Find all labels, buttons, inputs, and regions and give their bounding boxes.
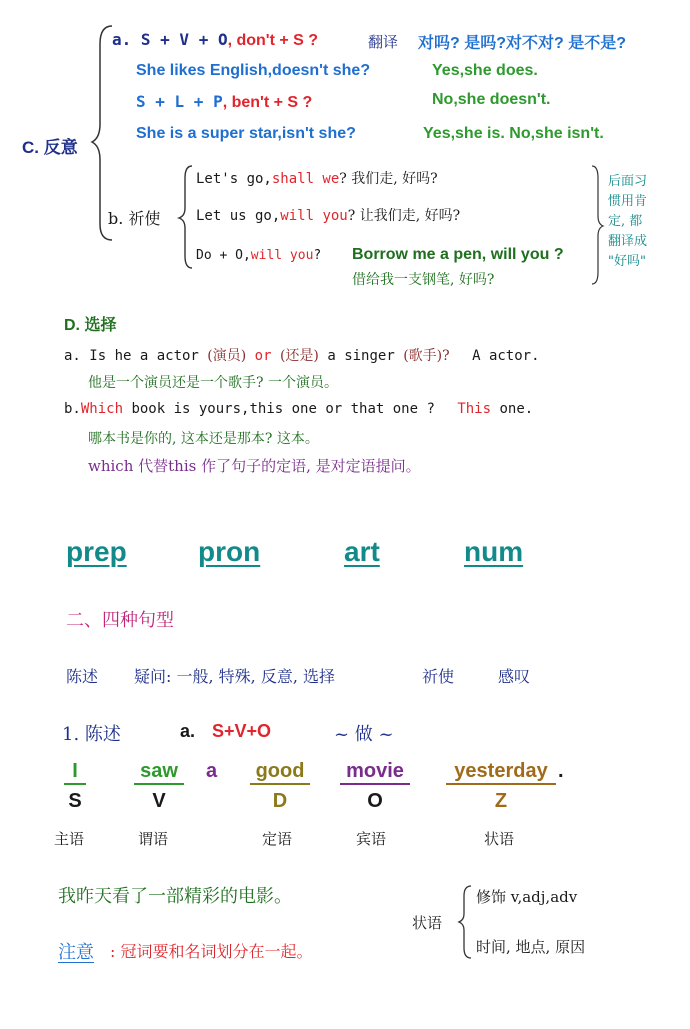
- c-answer-2: Yes,she is. No,she isn't.: [423, 125, 604, 142]
- d-b-3: book is yours,this one or that one ?: [131, 401, 435, 417]
- d-a-3: or: [254, 348, 272, 364]
- role-name-adverbial: 状语: [484, 830, 515, 848]
- c-b-line-3b: will you: [250, 248, 314, 263]
- role-name-predicate: 谓语: [138, 830, 169, 848]
- role-o: O: [367, 790, 383, 812]
- section-c-label: C. 反意: [22, 138, 78, 157]
- adverbial-label: 状语: [412, 914, 443, 932]
- c-b-line-1: [196, 168, 438, 188]
- c-a-formula-row: [112, 30, 318, 50]
- statement-title: 1. 陈述: [62, 724, 121, 745]
- d-a-4: (还是): [279, 348, 319, 364]
- side-note-line: 惯用肯: [608, 194, 648, 209]
- c-b-line-1a: Let's go,: [196, 171, 272, 187]
- d-b-translate: 哪本书是你的, 这本还是那本? 这本。: [88, 431, 319, 447]
- right-brace-note: [590, 164, 604, 288]
- sentence-type-4: 感叹: [498, 667, 531, 686]
- small-brace-b: [178, 164, 198, 274]
- adverbial-kinds: 时间, 地点, 原因: [476, 938, 586, 956]
- c-b-line-1c: ? 我们走, 好吗?: [339, 171, 438, 187]
- section-two-title: 二、四种句型: [66, 610, 174, 631]
- word-movie: movie: [340, 760, 410, 785]
- note-label: 注意: [58, 942, 94, 963]
- side-note-line: "好吗": [608, 254, 646, 269]
- c-example-2: She is a super star,isn't she?: [136, 125, 356, 142]
- d-a-2: (演员): [207, 348, 247, 364]
- role-name-subject: 主语: [54, 830, 85, 848]
- c-a-formula-1-tail: , don't + S ?: [227, 32, 319, 49]
- statement-meaning: ~ 做 ~: [334, 724, 394, 745]
- side-note-line: 后面习: [608, 174, 648, 189]
- d-b-note: which 代替this 作了句子的定语, 是对定语提问。: [88, 457, 421, 475]
- d-a-5: a singer: [327, 348, 395, 364]
- c-a-formula-1: a. S + V + O: [112, 30, 228, 49]
- word-i: I: [64, 760, 86, 785]
- sentence-type-2: 疑问: 一般, 特殊, 反意, 选择: [134, 667, 335, 686]
- side-note-line: 翻译成: [608, 234, 648, 249]
- c-b-line-3-translate: 借给我一支钢笔, 好吗?: [352, 272, 495, 288]
- c-a-formula-2-tail: , ben't + S ?: [222, 94, 313, 111]
- statement-formula-prefix: a.: [180, 721, 196, 741]
- word-yesterday: yesterday: [446, 760, 556, 785]
- side-note: [608, 172, 647, 272]
- word-saw: saw: [134, 760, 184, 785]
- adverbial-modifies: 修饰 v,adj,adv: [476, 888, 578, 906]
- c-b-line-3c: ?: [313, 248, 322, 263]
- word-period: .: [558, 760, 564, 782]
- c-b-line-3-example: Borrow me a pen, will you ?: [352, 246, 564, 263]
- sentence-type-1: 陈述: [66, 667, 99, 686]
- c-b-label: b. 祈使: [108, 209, 161, 228]
- c-b-line-2b: will you: [280, 208, 348, 224]
- pos-word-prep: prep: [66, 536, 127, 567]
- role-z: Z: [494, 790, 508, 812]
- adverbial-brace: [458, 884, 474, 960]
- note-text: : 冠词要和名词划分在一起。: [110, 942, 313, 961]
- c-translate-text: 对吗? 是吗?对不对? 是不是?: [418, 35, 626, 52]
- c-b-line-1b: shall we: [271, 171, 340, 187]
- section-d-title: D. 选择: [64, 317, 117, 334]
- d-a-line: [64, 345, 540, 365]
- c-answer-1b: No,she doesn't.: [432, 91, 551, 108]
- c-b-line-3: [196, 248, 321, 263]
- role-d: D: [272, 790, 288, 812]
- sentence-type-3: 祈使: [422, 667, 455, 686]
- d-b-4: This: [457, 401, 492, 417]
- d-b-1: b.: [64, 401, 81, 417]
- role-s: S: [68, 790, 82, 812]
- c-answer-1: Yes,she does.: [432, 62, 538, 79]
- c-b-line-2c: ? 让我们走, 好吗?: [347, 208, 461, 224]
- side-note-line: 定, 都: [608, 214, 643, 229]
- d-a-6: (歌手)?: [403, 348, 450, 364]
- pos-word-art: art: [344, 536, 380, 567]
- d-b-5: one.: [499, 401, 534, 417]
- c-a-formula-2: S + L + P: [136, 92, 223, 111]
- d-b-2: Which: [80, 401, 124, 417]
- role-v: V: [152, 790, 166, 812]
- c-a-formula-2-row: [136, 92, 312, 112]
- d-a-translate: 他是一个演员还是一个歌手? 一个演员。: [88, 375, 338, 391]
- c-b-line-2a: Let us go,: [196, 208, 281, 224]
- c-translate-label: 翻译: [368, 33, 399, 51]
- c-b-line-3a: Do + O,: [196, 248, 251, 263]
- statement-translation: 我昨天看了一部精彩的电影。: [58, 886, 292, 907]
- d-b-line: [64, 401, 533, 417]
- role-name-attributive: 定语: [262, 830, 293, 848]
- statement-formula: S+V+O: [212, 721, 272, 741]
- c-example-1: She likes English,doesn't she?: [136, 62, 371, 79]
- d-a-1: a. Is he a actor: [64, 348, 199, 364]
- word-a: a: [206, 760, 218, 782]
- word-good: good: [250, 760, 310, 785]
- pos-word-num: num: [464, 536, 524, 567]
- role-name-object: 宾语: [356, 830, 387, 848]
- d-a-7: A actor.: [472, 348, 540, 364]
- c-b-line-2: [196, 205, 460, 225]
- pos-word-pron: pron: [198, 536, 261, 567]
